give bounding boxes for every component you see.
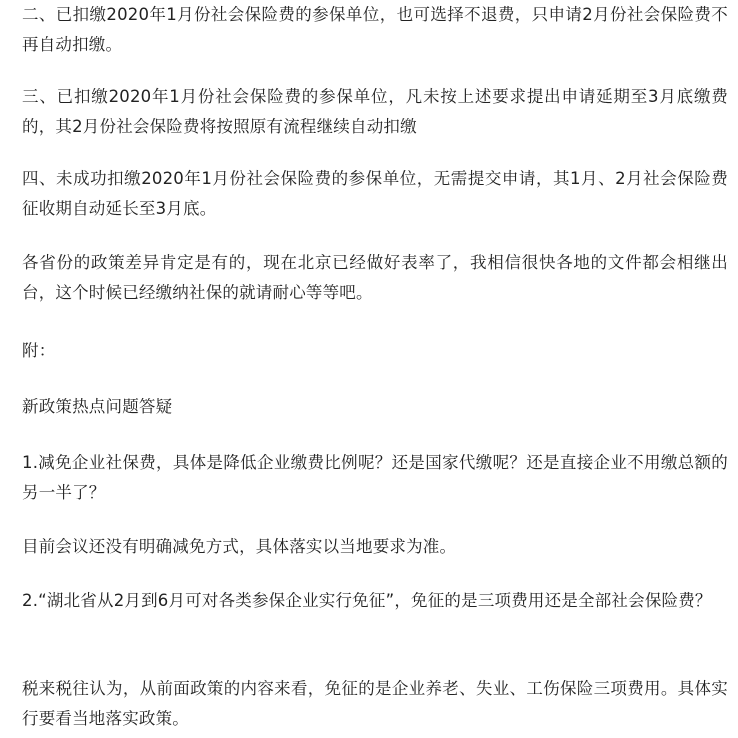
- faq-question-1: 1.减免企业社保费，具体是降低企业缴费比例呢？还是国家代缴呢？还是直接企业不用缴总额的另一半了？: [22, 453, 728, 502]
- paragraph-commentary: 各省份的政策差异肯定是有的，现在北京已经做好表率了，我相信很快各地的文件都会相继出台，这个时候已经缴纳社保的就请耐心等等吧。: [22, 253, 728, 302]
- paragraph-item-2: 二、已扣缴2020年1月份社会保险费的参保单位，也可选择不退费，只申请2月份社会保险费不再自动扣缴。: [22, 5, 728, 54]
- faq-answer-1: 目前会议还没有明确减免方式，具体落实以当地要求为准。: [22, 537, 457, 556]
- paragraph-item-4: 四、未成功扣缴2020年1月份社会保险费的参保单位，无需提交申请，其1月、2月社会保险费征收期自动延长至3月底。: [22, 169, 728, 218]
- faq-question-2: 2.“湖北省从2月到6月可对各类参保企业实行免征”，免征的是三项费用还是全部社会保险费？: [22, 591, 712, 610]
- faq-answer-2: 税来税往认为，从前面政策的内容来看，免征的是企业养老、失业、工伤保险三项费用。具体实行要看当地落实政策。: [22, 679, 728, 728]
- paragraph-item-3: 三、已扣缴2020年1月份社会保险费的参保单位，凡未按上述要求提出申请延期至3月底缴费的，其2月份社会保险费将按照原有流程继续自动扣缴: [22, 87, 728, 136]
- paragraph-appendix: 附：: [22, 341, 56, 360]
- section-heading-faq: 新政策热点问题答疑: [22, 397, 173, 416]
